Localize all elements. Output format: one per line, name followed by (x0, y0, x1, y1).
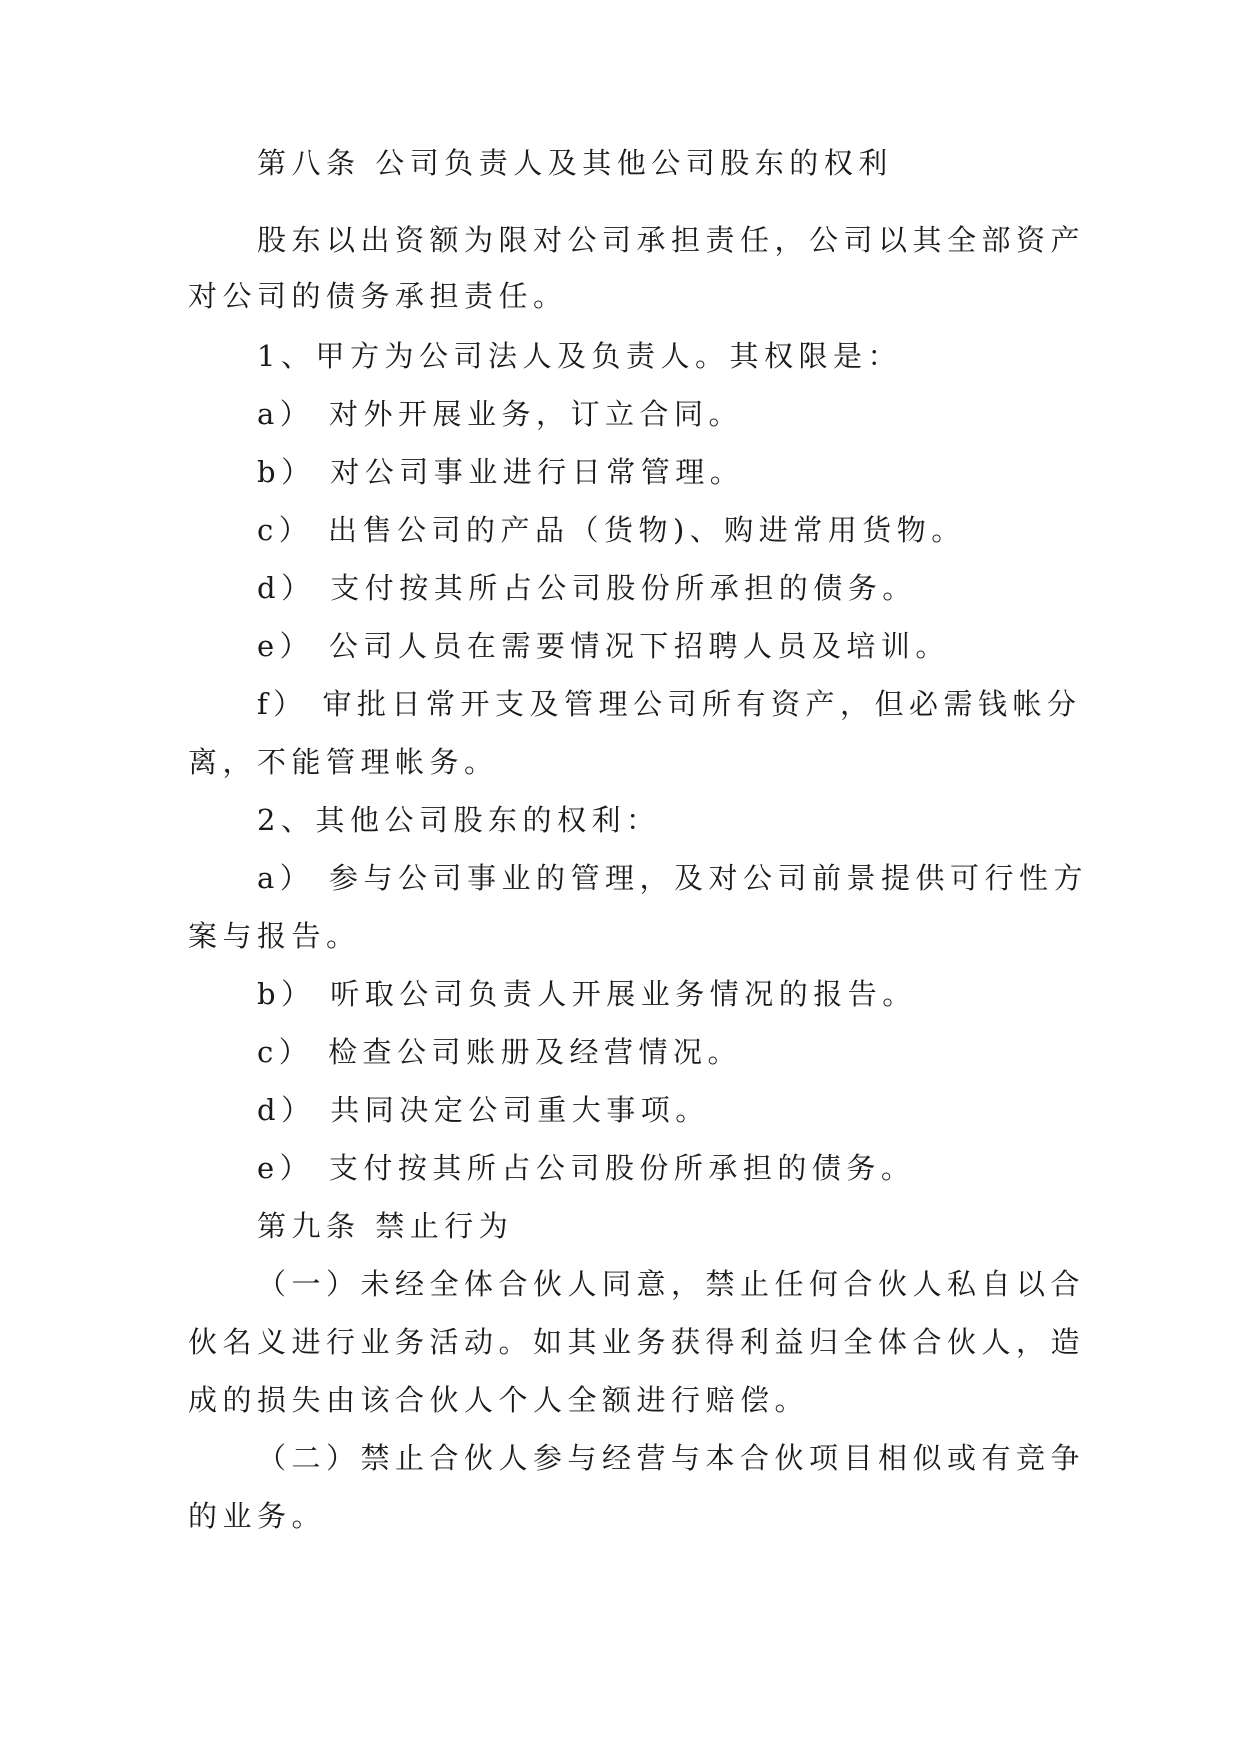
list-heading: 1、甲方为公司法人及负责人。其权限是： (257, 339, 902, 373)
list-heading: 2、其他公司股东的权利： (257, 803, 661, 837)
list-item: f） 审批日常开支及管理公司所有资产，但必需钱帐分 (257, 687, 1082, 721)
clause-continuation: 成的损失由该合伙人个人全额进行赔偿。 (188, 1383, 810, 1417)
list-item: e） 公司人员在需要情况下招聘人员及培训。 (257, 629, 950, 663)
list-item: a） 参与公司事业的管理，及对公司前景提供可行性方 (257, 861, 1089, 895)
paragraph-line: 股东以出资额为限对公司承担责任，公司以其全部资产 (257, 223, 1086, 257)
clause-continuation: 的业务。 (188, 1499, 327, 1533)
clause-continuation: 伙名义进行业务活动。如其业务获得利益归全体合伙人，造 (188, 1325, 1086, 1359)
list-item: d） 支付按其所占公司股份所承担的债务。 (257, 571, 917, 605)
list-item: a） 对外开展业务，订立合同。 (257, 397, 744, 431)
clause-1: （一）未经全体合伙人同意，禁止任何合伙人私自以合 (257, 1267, 1086, 1301)
list-item: b） 对公司事业进行日常管理。 (257, 455, 745, 489)
list-item: b） 听取公司负责人开展业务情况的报告。 (257, 977, 917, 1011)
list-item-continuation: 离，不能管理帐务。 (188, 745, 499, 779)
list-item: c） 检查公司账册及经营情况。 (257, 1035, 742, 1069)
paragraph-line: 对公司的债务承担责任。 (188, 279, 568, 313)
article-9-heading: 第九条 禁止行为 (257, 1209, 514, 1243)
article-8-heading: 第八条 公司负责人及其他公司股东的权利 (257, 146, 893, 180)
list-item: c） 出售公司的产品（货物)、购进常用货物。 (257, 513, 966, 547)
list-item: d） 共同决定公司重大事项。 (257, 1093, 710, 1127)
list-item-continuation: 案与报告。 (188, 919, 361, 953)
clause-2: （二）禁止合伙人参与经营与本合伙项目相似或有竞争 (257, 1441, 1086, 1475)
list-item: e） 支付按其所占公司股份所承担的债务。 (257, 1151, 916, 1185)
